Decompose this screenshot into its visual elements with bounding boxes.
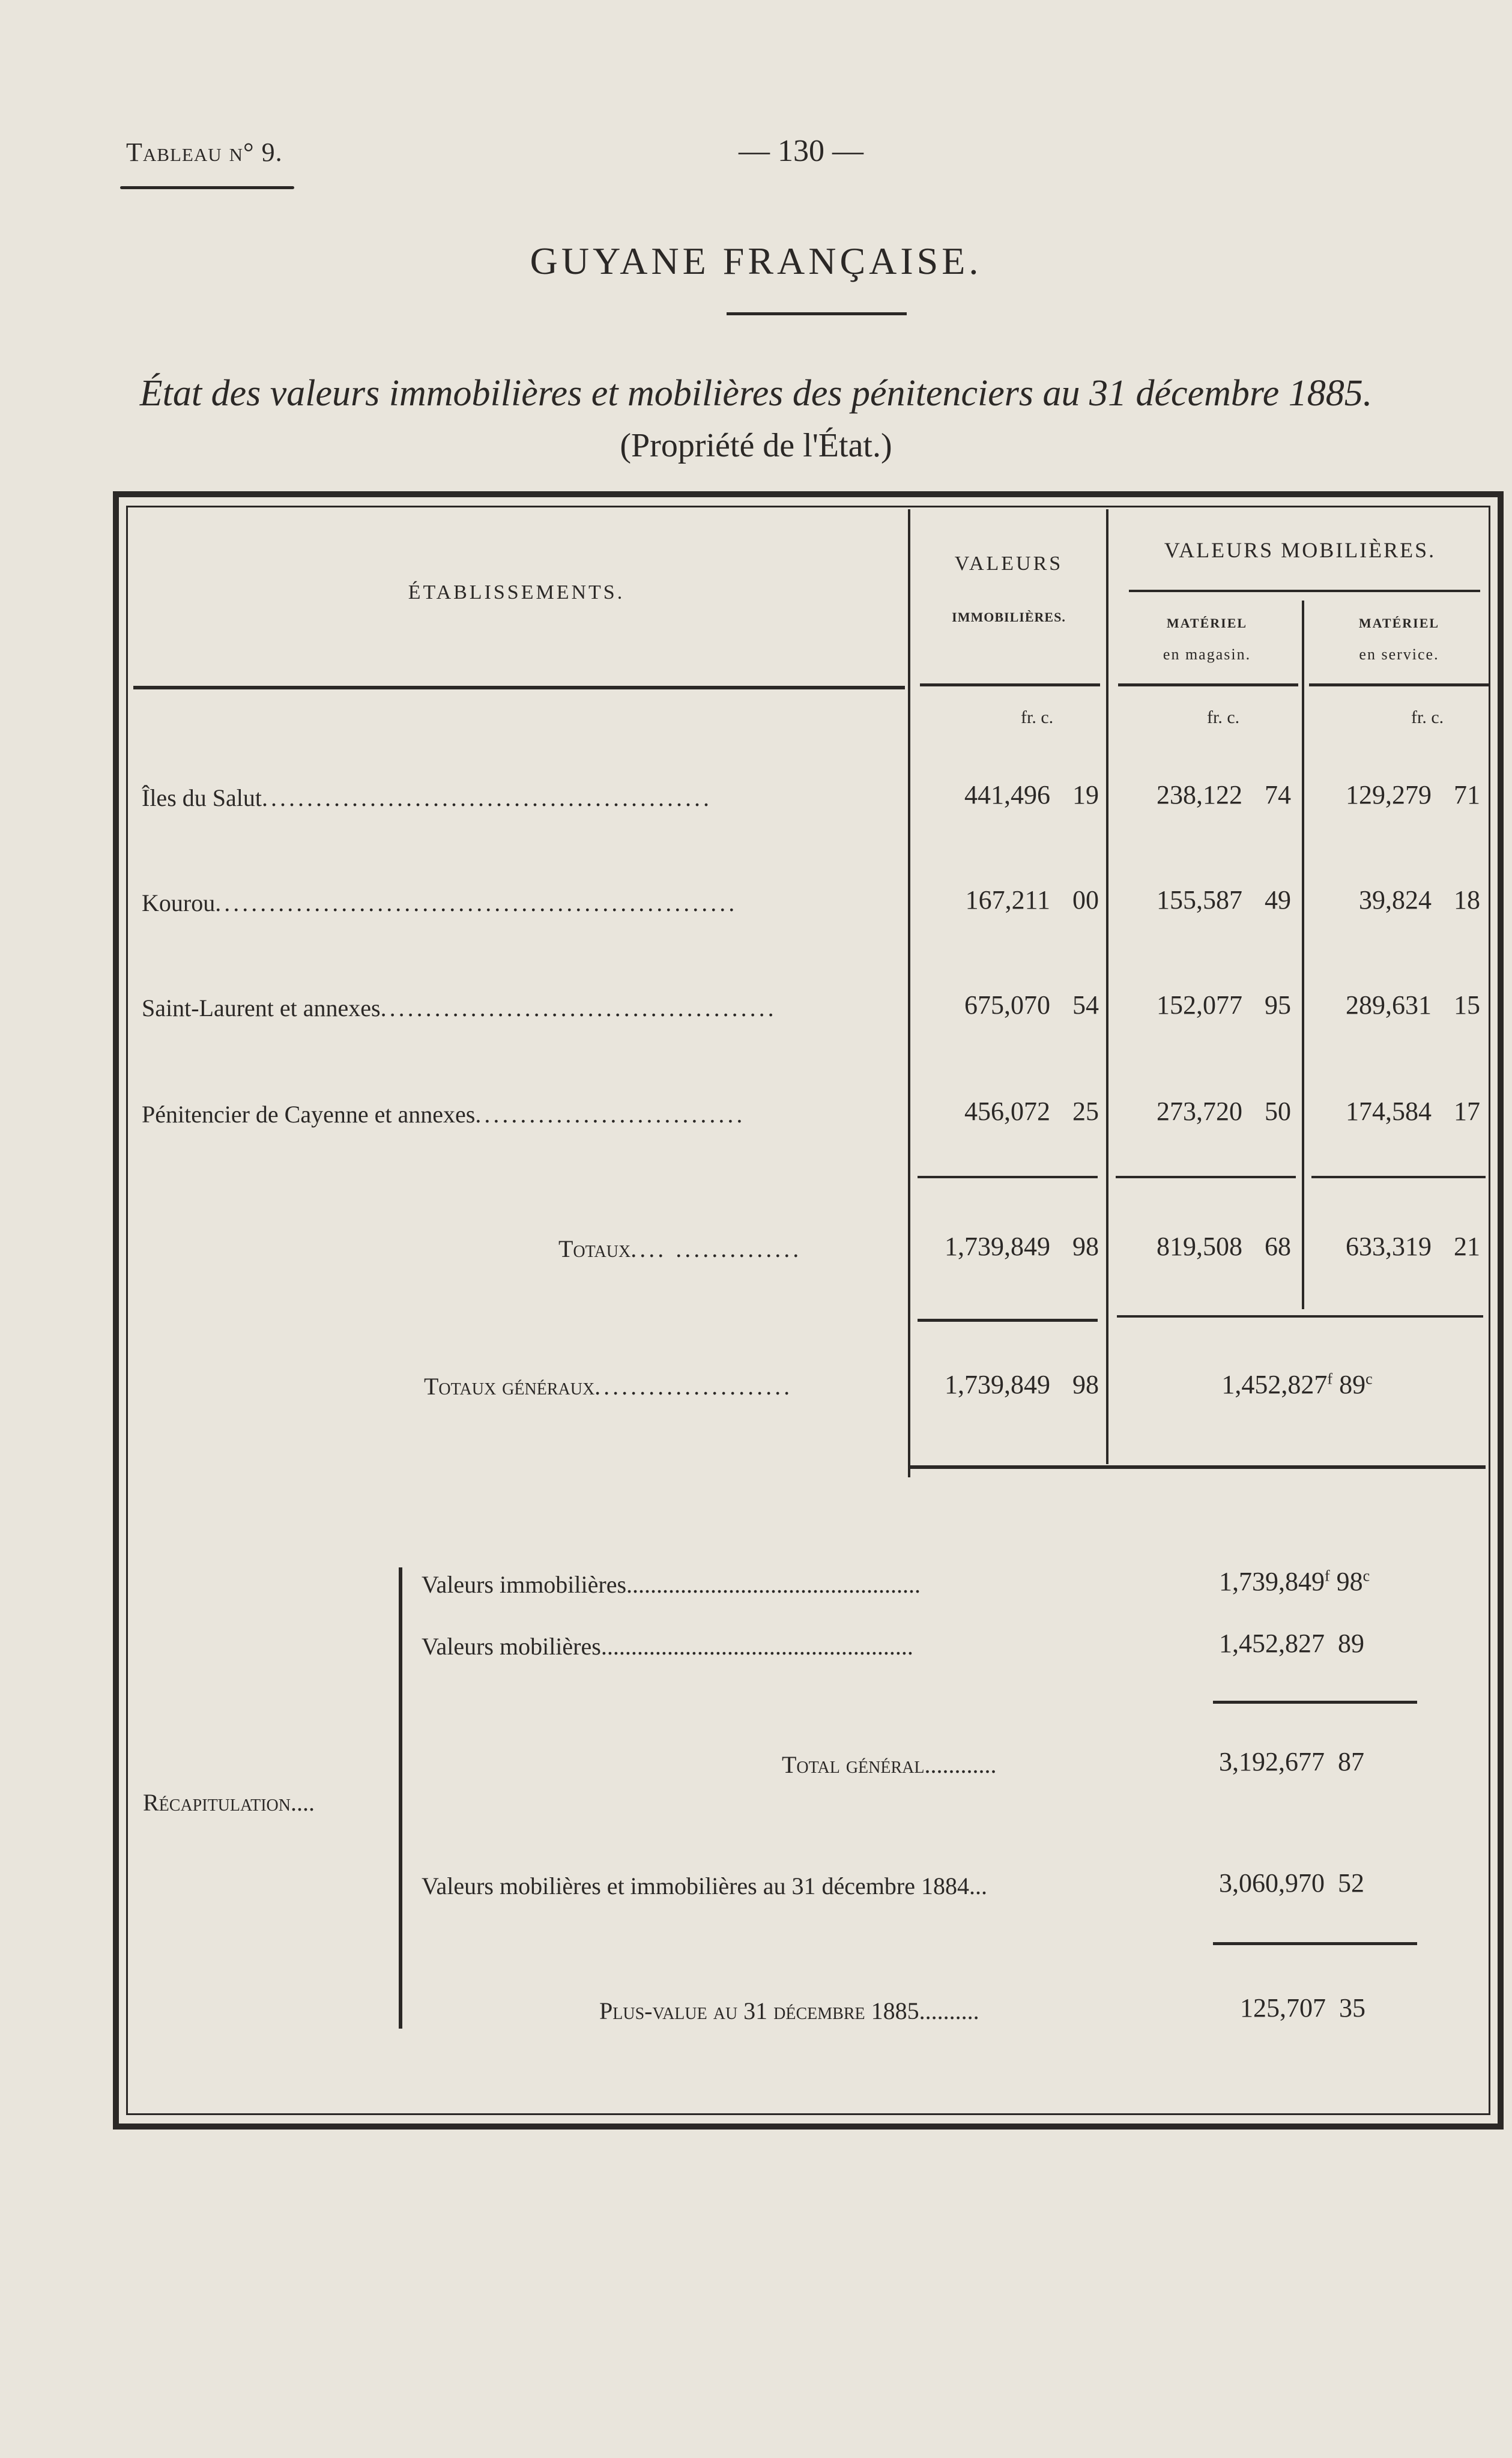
header-rule-imm (920, 683, 1100, 686)
header-en-service: en service. (1359, 646, 1439, 663)
header-mobilieres-rule (1129, 590, 1480, 592)
header-etablissements: ÉTABLISSEMENTS. (408, 581, 625, 604)
recap-mobilieres-label: Valeurs mobilières.................................................... (422, 1633, 913, 1660)
totals-materiel-service: 633,319 21 (1346, 1232, 1480, 1261)
recap-total-value: 3,192,677 87 (1219, 1747, 1364, 1776)
cell-materiel-service: 289,631 15 (1346, 990, 1480, 1020)
table-bottom-rule (908, 1465, 1486, 1469)
recap-immobilieres-value: 1,739,849$^f$ 98$^c$ (1219, 1567, 1370, 1596)
table-number: Tableau n° 9. (126, 138, 283, 167)
totals-materiel-magasin: 819,508 68 (1157, 1232, 1291, 1261)
recap-previous-label: Valeurs mobilières et immobilières au 31 décembre 1884... (422, 1872, 987, 1900)
unit-imm: fr. c. (1021, 707, 1054, 727)
cell-immobilieres: 456,072 25 (964, 1097, 1099, 1126)
column-rule-2 (1106, 509, 1108, 1464)
unit-serv: fr. c. (1411, 707, 1444, 727)
column-rule-3 (1302, 601, 1304, 1309)
cell-materiel-magasin: 155,587 49 (1157, 885, 1291, 915)
recap-plus-value-value: 125,707 35 (1240, 1993, 1365, 2023)
row-label: Saint-Laurent et annexes............................................ (142, 994, 777, 1022)
cell-materiel-service: 39,824 18 (1359, 885, 1480, 915)
cell-materiel-service: 129,279 71 (1346, 780, 1480, 810)
page-subtitle: État des valeurs immobilières et mobilières des pénitenciers au 31 décembre 1885. (139, 373, 1373, 414)
header-valeurs: VALEURS (954, 552, 1063, 575)
header-rule-serv (1309, 683, 1489, 686)
cell-materiel-magasin: 273,720 50 (1157, 1097, 1291, 1126)
grand-totals-immobilieres: 1,739,849 98 (945, 1370, 1099, 1399)
totals-label: Totaux.... .............. (558, 1235, 802, 1262)
recap-previous-value: 3,060,970 52 (1219, 1868, 1364, 1898)
column-rule-1 (908, 509, 910, 1477)
recap-label: Récapitulation.... (143, 1789, 315, 1816)
recap-diff-rule (1213, 1942, 1417, 1945)
header-rule-etab (133, 686, 905, 689)
totals-rule-serv (1311, 1176, 1486, 1178)
cell-materiel-service: 174,584 17 (1346, 1097, 1480, 1126)
grand-totals-mobilieres: 1,452,827$^f$ 89$^c$ (1221, 1370, 1373, 1399)
row-label: Îles du Salut.................................................. (142, 784, 712, 811)
row-label: Pénitencier de Cayenne et annexes.............................. (142, 1101, 746, 1128)
header-valeurs-mobilieres: VALEURS MOBILIÈRES. (1164, 538, 1436, 562)
page-title: GUYANE FRANÇAISE. (530, 240, 982, 282)
grand-totals-label: Totaux généraux...................... (424, 1373, 793, 1400)
cell-materiel-magasin: 152,077 95 (1157, 990, 1291, 1020)
cell-immobilieres: 441,496 19 (964, 780, 1099, 810)
header-immobilieres: IMMOBILIÈRES. (952, 610, 1066, 625)
recap-immobilieres-label: Valeurs immobilières................................................. (422, 1571, 921, 1598)
page-subtitle-note: (Propriété de l'État.) (620, 427, 892, 464)
title-rule (727, 312, 907, 315)
unit-mag: fr. c. (1207, 707, 1240, 727)
header-materiel-magasin: MATÉRIEL (1166, 616, 1248, 631)
row-label: Kourou.......................................................... (142, 889, 738, 916)
recap-sum-rule (1213, 1701, 1417, 1704)
header-en-magasin: en magasin. (1163, 646, 1251, 663)
totals-rule-imm (918, 1176, 1098, 1178)
cell-materiel-magasin: 238,122 74 (1157, 780, 1291, 810)
header-rule-mag (1118, 683, 1298, 686)
grand-totals-rule-imm (918, 1319, 1098, 1322)
grand-totals-rule-mob (1117, 1315, 1483, 1318)
recap-mobilieres-value: 1,452,827 89 (1219, 1629, 1364, 1658)
recap-total-label: Total général............ (782, 1751, 997, 1778)
page-number: — 130 — (739, 134, 863, 168)
totals-immobilieres: 1,739,849 98 (945, 1232, 1099, 1261)
header-materiel-service: MATÉRIEL (1358, 616, 1440, 631)
recap-plus-value-label: Plus-value au 31 décembre 1885.......... (599, 1997, 979, 2024)
table-number-underline (120, 186, 294, 189)
cell-immobilieres: 167,211 00 (965, 885, 1099, 915)
cell-immobilieres: 675,070 54 (964, 990, 1099, 1020)
totals-rule-mag (1116, 1176, 1296, 1178)
